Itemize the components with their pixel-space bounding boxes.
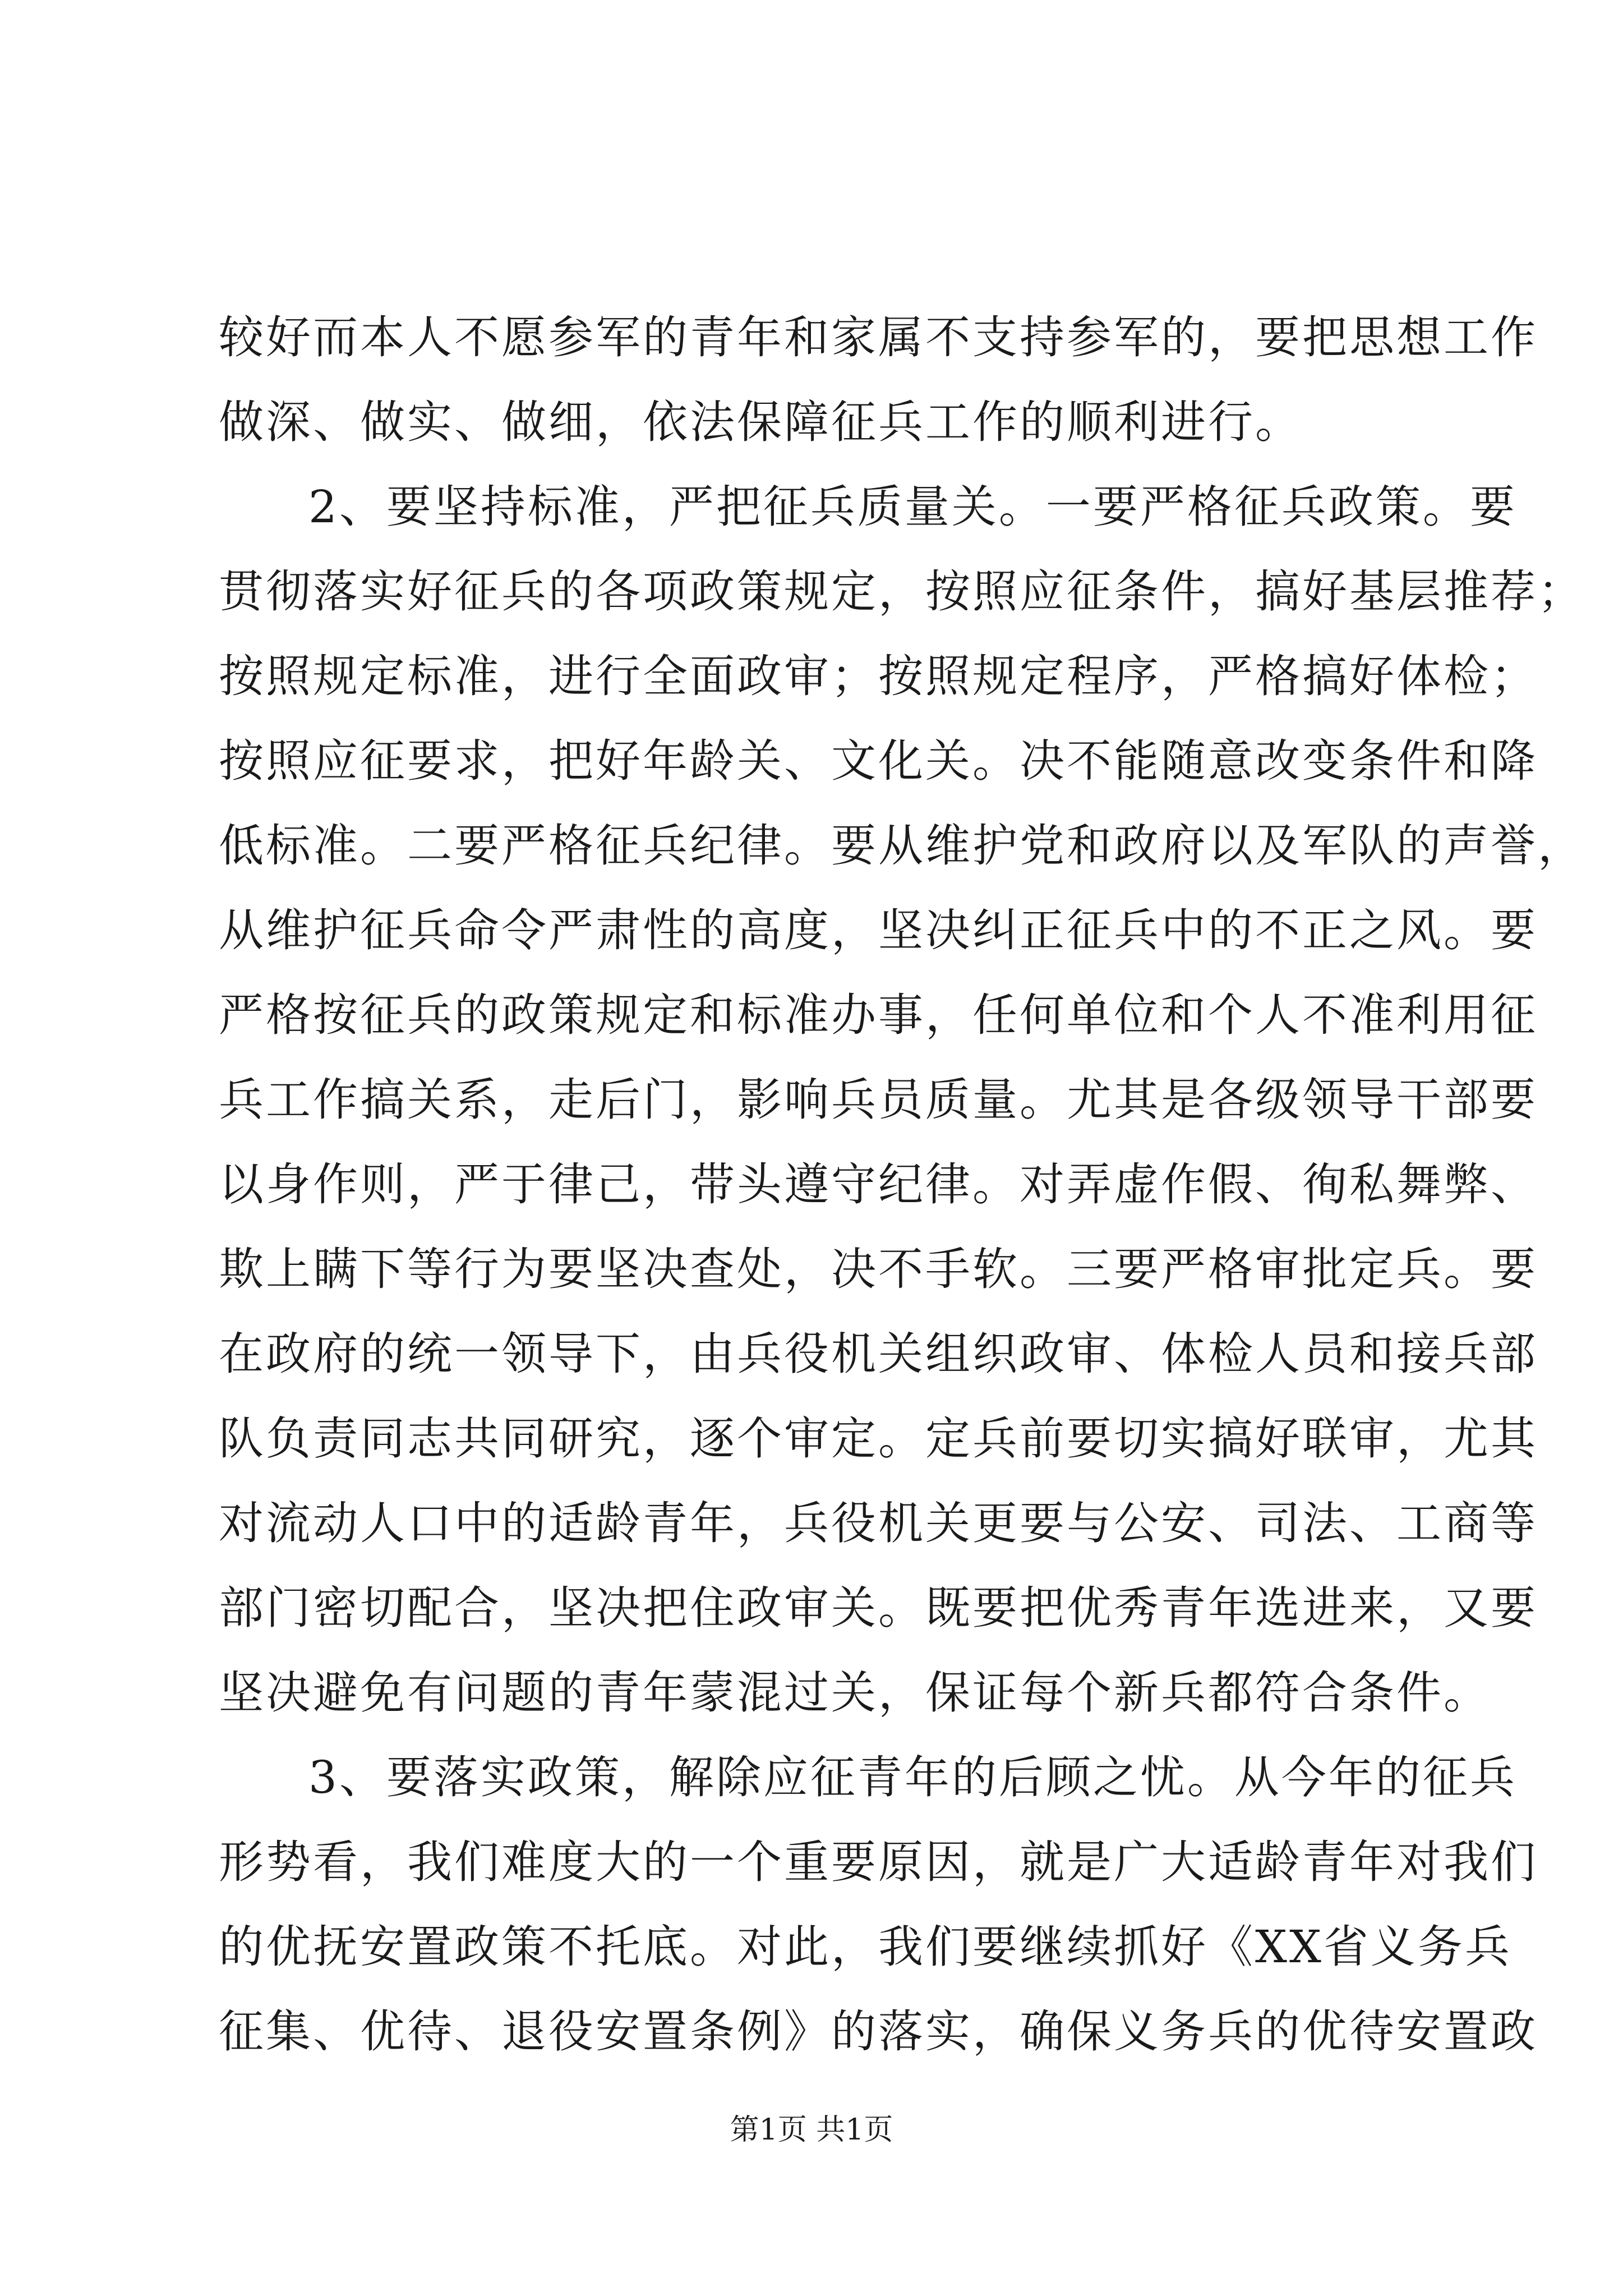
text-line: 形势看，我们难度大的一个重要原因，就是广大适龄青年对我们 [219,1836,1538,1888]
text-line: 低标准。二要严格征兵纪律。要从维护党和政府以及军队的声誉， [219,820,1585,872]
text-line: 较好而本人不愿参军的青年和家属不支持参军的，要把思想工作 [219,311,1538,364]
text-line: 部门密切配合，坚决把住政审关。既要把优秀青年选进来，又要 [219,1582,1538,1634]
text-line: 从维护征兵命令严肃性的高度，坚决纠正征兵中的不正之风。要 [219,904,1538,956]
text-line: 做深、做实、做细，依法保障征兵工作的顺利进行。 [219,396,1302,448]
text-line: 严格按征兵的政策规定和标准办事，任何单位和个人不准利用征 [219,989,1538,1041]
text-line: 2、要坚持标准，严把征兵质量关。一要严格征兵政策。要 [308,481,1517,533]
text-line: 对流动人口中的适龄青年，兵役机关更要与公安、司法、工商等 [219,1497,1538,1549]
text-line: 按照应征要求，把好年龄关、文化关。决不能随意改变条件和降 [219,735,1538,787]
page-footer: 第1页 共1页 [730,2113,893,2147]
text-line: 以身作则，严于律己，带头遵守纪律。对弄虚作假、徇私舞弊、 [219,1158,1538,1211]
text-line: 贯彻落实好征兵的各项政策规定，按照应征条件，搞好基层推荐； [219,565,1585,618]
text-line: 的优抚安置政策不托底。对此，我们要继续抓好《XX省义务兵 [219,1921,1512,1973]
text-line: 按照规定标准，进行全面政审；按照规定程序，严格搞好体检； [219,650,1538,702]
text-line: 队负责同志共同研究，逐个审定。定兵前要切实搞好联审，尤其 [219,1412,1538,1465]
text-line: 坚决避免有问题的青年蒙混过关，保证每个新兵都符合条件。 [219,1667,1491,1719]
text-line: 在政府的统一领导下，由兵役机关组织政审、体检人员和接兵部 [219,1328,1538,1380]
text-line: 欺上瞒下等行为要坚决查处，决不手软。三要严格审批定兵。要 [219,1243,1538,1295]
text-line: 3、要落实政策，解除应征青年的后顾之忧。从今年的征兵 [308,1751,1517,1803]
text-line: 兵工作搞关系，走后门，影响兵员质量。尤其是各级领导干部要 [219,1074,1538,1126]
text-line: 征集、优待、退役安置条例》的落实，确保义务兵的优待安置政 [219,2005,1538,2058]
